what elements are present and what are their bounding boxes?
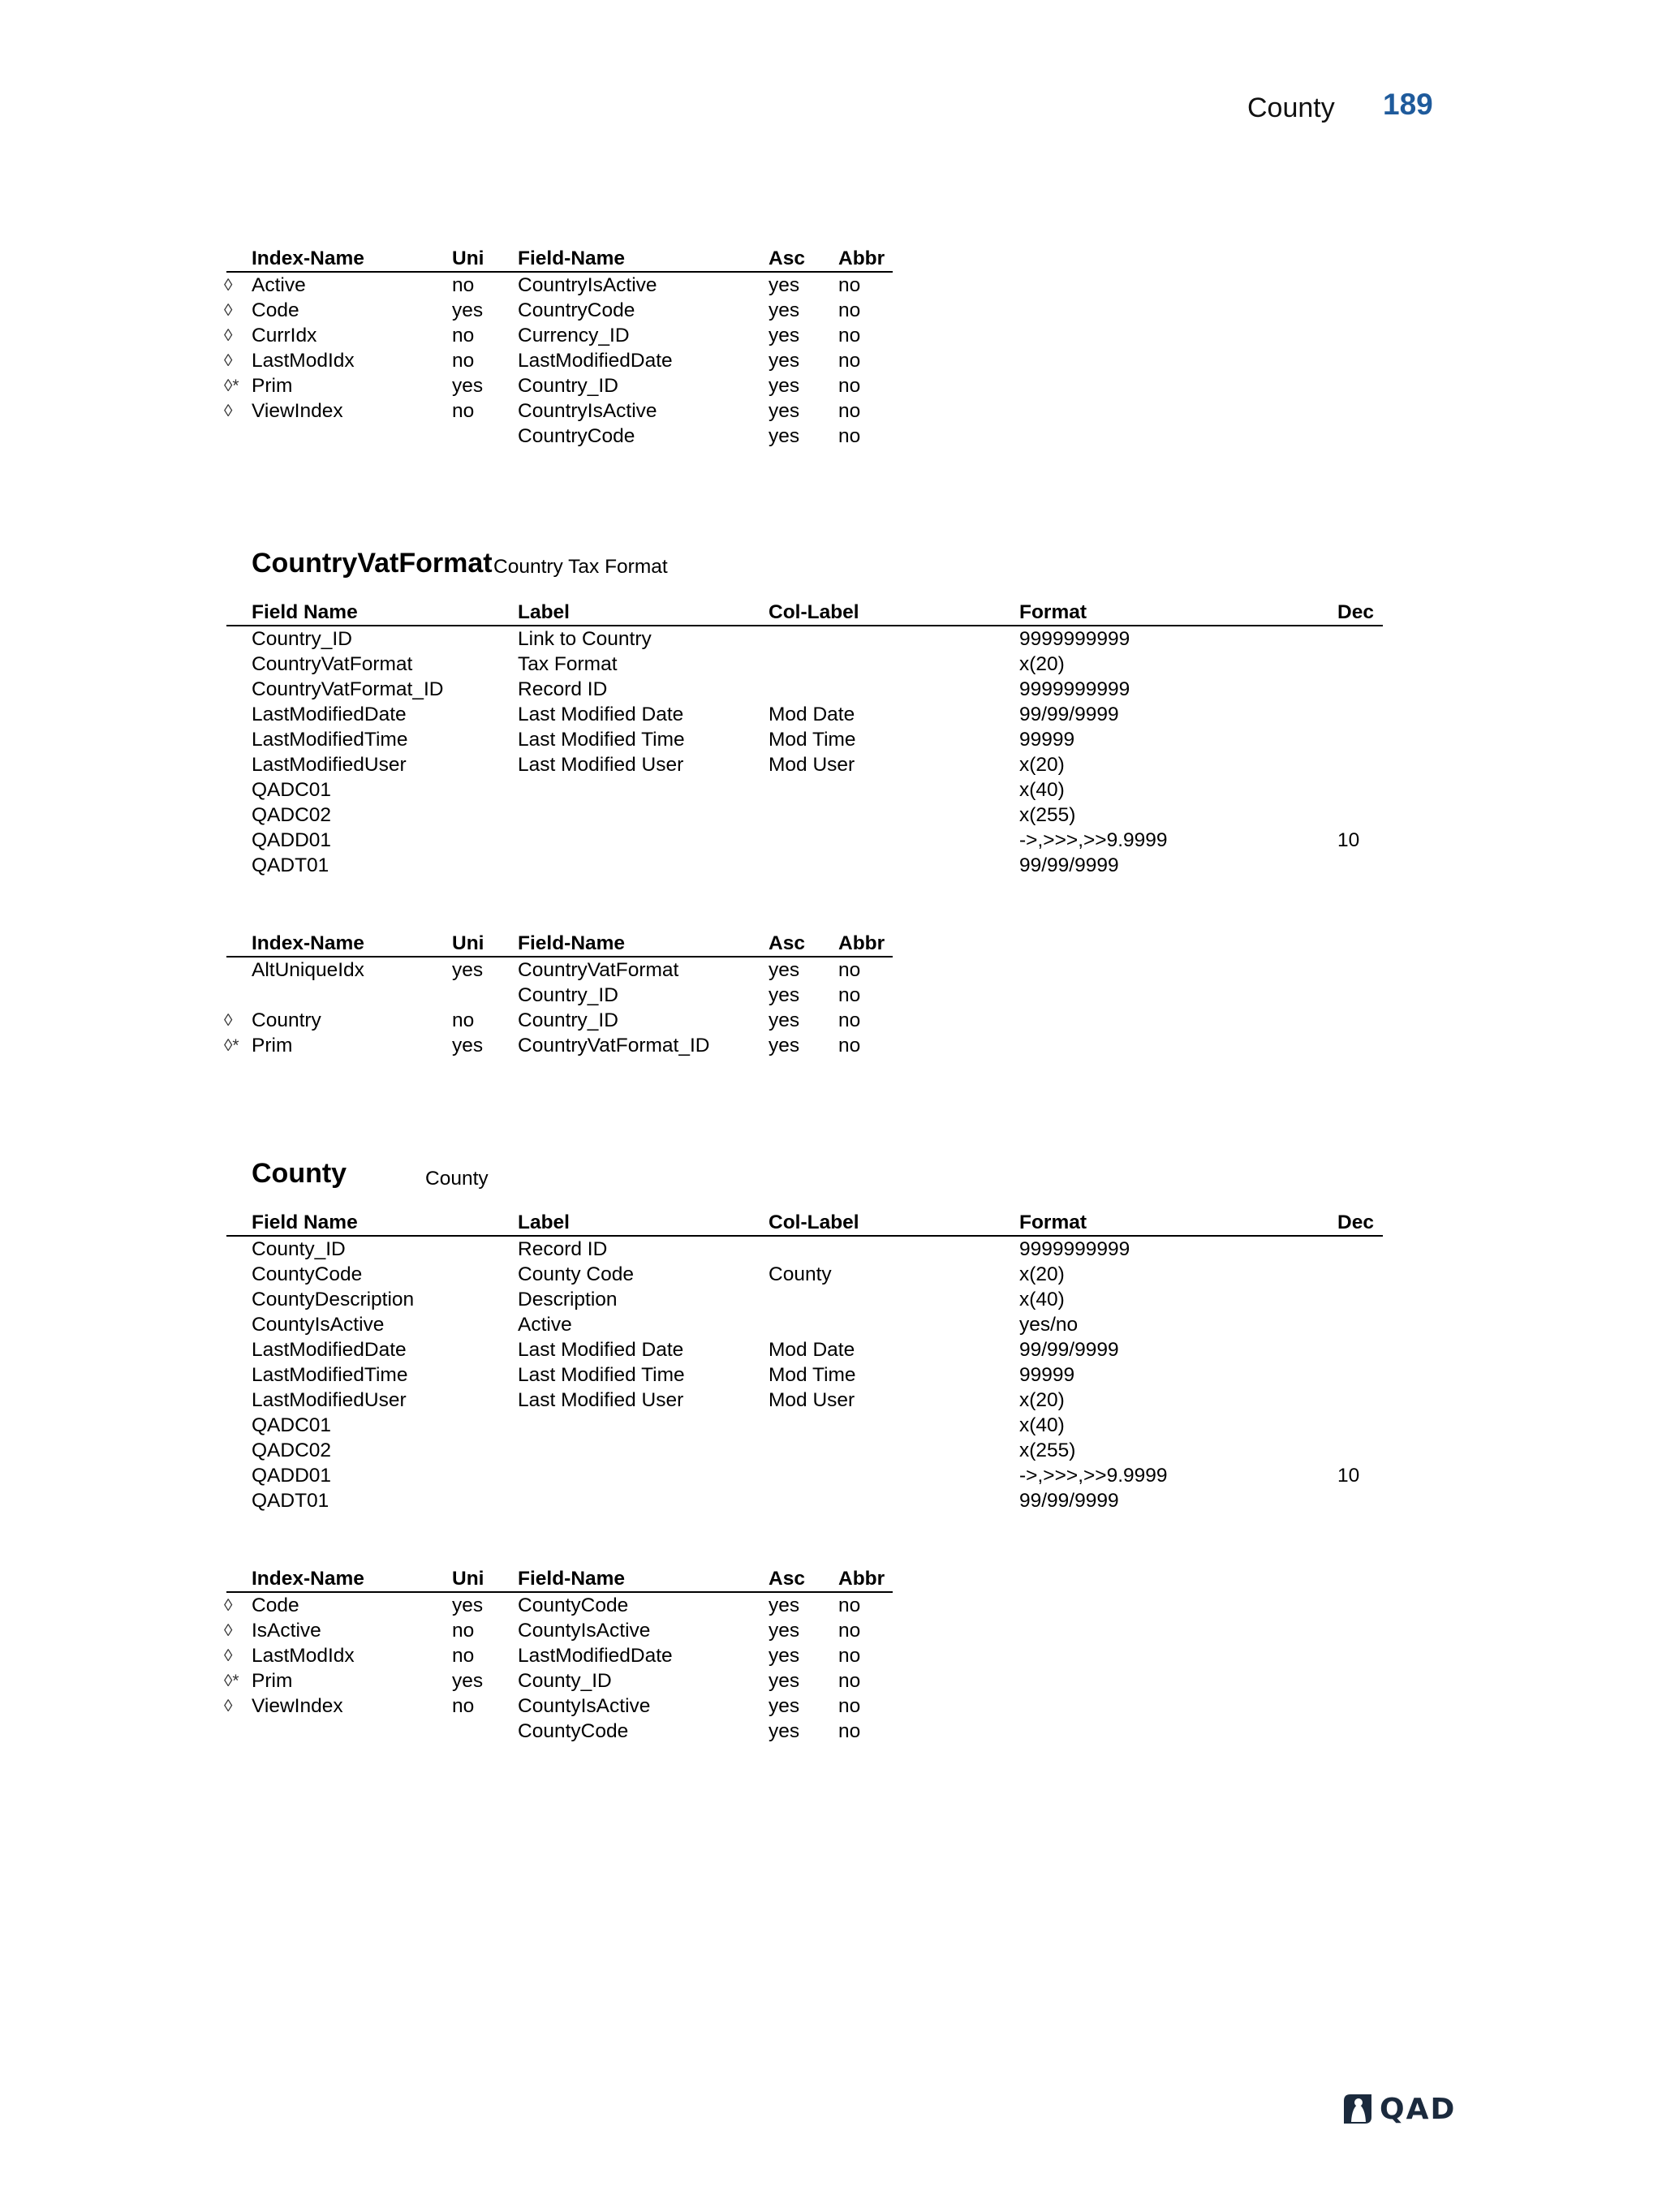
index-marker: ◊: [224, 1697, 233, 1715]
column-header: Field Name: [252, 1211, 358, 1233]
unique-flag: no: [452, 350, 475, 372]
index-marker: ◊: [224, 1621, 233, 1640]
column-header: Uni: [452, 247, 484, 269]
field-format: yes/no: [1019, 1314, 1079, 1336]
index-marker: ◊: [224, 402, 233, 420]
table-row: [252, 626, 1381, 652]
table-row: [252, 1463, 1381, 1488]
abbreviated-flag: no: [838, 1645, 861, 1667]
column-header: Index-Name: [252, 932, 364, 954]
qad-logo-icon: [1341, 2093, 1375, 2125]
qad-logo: [1341, 2091, 1462, 2127]
field-format: x(20): [1019, 754, 1065, 776]
unique-flag: yes: [452, 1594, 484, 1616]
field-format: 9999999999: [1019, 678, 1130, 700]
field-name: CountyIsActive: [518, 1620, 651, 1642]
column-header: Col-Label: [769, 601, 859, 623]
field-name: Currency_ID: [518, 325, 630, 346]
column-header: Uni: [452, 1568, 484, 1590]
abbreviated-flag: no: [838, 1035, 861, 1057]
table-row: [224, 348, 891, 373]
ascending-flag: yes: [769, 1620, 800, 1642]
field-name: LastModifiedDate: [252, 704, 407, 725]
index-marker: ◊: [224, 276, 233, 295]
table-row: [252, 1337, 1381, 1362]
index-name: AltUniqueIdx: [252, 959, 364, 981]
ascending-flag: yes: [769, 325, 800, 346]
table-row: [252, 1438, 1381, 1463]
field-name: LastModifiedUser: [252, 1389, 407, 1411]
field-name: County_ID: [252, 1238, 346, 1260]
countryvatformat-index-table: [224, 931, 891, 1058]
page-header: [0, 88, 1662, 136]
field-format: x(40): [1019, 1289, 1065, 1310]
field-format: x(40): [1019, 1414, 1065, 1436]
field-label: Last Modified Time: [518, 729, 685, 751]
unique-flag: yes: [452, 959, 484, 981]
table-row: [252, 1388, 1381, 1413]
table-row: [252, 1262, 1381, 1287]
abbreviated-flag: no: [838, 1670, 861, 1692]
abbreviated-flag: no: [838, 1009, 861, 1031]
ascending-flag: yes: [769, 1720, 800, 1742]
field-label: County Code: [518, 1263, 635, 1285]
field-label: Last Modified User: [518, 754, 684, 776]
index-marker: ◊: [224, 351, 233, 370]
column-header: Asc: [769, 932, 805, 954]
field-label: Last Modified Date: [518, 1339, 684, 1361]
unique-flag: no: [452, 274, 475, 296]
table-header-row: [226, 600, 1383, 626]
index-marker: ◊: [224, 1646, 233, 1665]
field-label: Last Modified Time: [518, 1364, 685, 1386]
column-label: Mod User: [769, 754, 855, 776]
column-label: Mod User: [769, 1389, 855, 1411]
index-name: ViewIndex: [252, 1695, 343, 1717]
field-name: CountryVatFormat_ID: [252, 678, 444, 700]
unique-flag: yes: [452, 299, 484, 321]
table-row: [224, 1668, 891, 1693]
field-label: Link to Country: [518, 628, 652, 650]
abbreviated-flag: no: [838, 325, 861, 346]
field-name: Country_ID: [518, 375, 618, 397]
column-header: Field-Name: [518, 932, 626, 954]
column-label: Mod Date: [769, 1339, 855, 1361]
countryvatformat-field-table: [252, 600, 1381, 878]
table-row: [252, 1413, 1381, 1438]
column-header: Format: [1019, 1211, 1087, 1233]
table-row: [252, 652, 1381, 677]
table-name: County: [252, 1158, 347, 1189]
column-header: Field Name: [252, 601, 358, 623]
field-name: LastModifiedDate: [518, 1645, 673, 1667]
field-name: Country_ID: [252, 628, 352, 650]
field-name: CountyCode: [518, 1720, 629, 1742]
column-header: Uni: [452, 932, 484, 954]
ascending-flag: yes: [769, 1645, 800, 1667]
table-row: [252, 1237, 1381, 1262]
field-name: Country_ID: [518, 984, 618, 1006]
field-format: 99/99/9999: [1019, 854, 1119, 876]
table-header-row: [226, 1210, 1383, 1237]
column-header: Label: [518, 601, 570, 623]
abbreviated-flag: no: [838, 425, 861, 447]
field-name: CountryIsActive: [518, 400, 657, 422]
field-format: ->,>>>,>>9.9999: [1019, 1465, 1168, 1487]
unique-flag: yes: [452, 1035, 484, 1057]
index-name: Code: [252, 1594, 299, 1616]
column-header: Dec: [1337, 601, 1374, 623]
index-name: Prim: [252, 1670, 293, 1692]
ascending-flag: yes: [769, 1594, 800, 1616]
field-label: Record ID: [518, 678, 608, 700]
index-marker: ◊: [224, 1011, 233, 1030]
abbreviated-flag: no: [838, 1620, 861, 1642]
index-marker: ◊*: [224, 1672, 239, 1690]
table-row: [252, 828, 1381, 853]
field-name: LastModifiedUser: [252, 754, 407, 776]
field-format: x(255): [1019, 804, 1076, 826]
table-row: [224, 273, 891, 298]
table-row: [224, 298, 891, 323]
field-name: CountyCode: [518, 1594, 629, 1616]
table-row: [252, 853, 1381, 878]
decimals: 10: [1337, 1465, 1360, 1487]
column-header: Label: [518, 1211, 570, 1233]
field-format: 9999999999: [1019, 1238, 1130, 1260]
table-row: [252, 1312, 1381, 1337]
field-name: County_ID: [518, 1670, 612, 1692]
index-name: Country: [252, 1009, 321, 1031]
field-name: CountyIsActive: [518, 1695, 651, 1717]
field-label: Last Modified Date: [518, 704, 684, 725]
index-name: LastModIdx: [252, 1645, 355, 1667]
table-row: [252, 1362, 1381, 1388]
column-header: Field-Name: [518, 247, 626, 269]
abbreviated-flag: no: [838, 375, 861, 397]
county-index-table: [224, 1566, 891, 1744]
table-row: [252, 1719, 891, 1744]
table-row: [252, 1488, 1381, 1513]
field-format: 99/99/9999: [1019, 1490, 1119, 1512]
table-row: [252, 1287, 1381, 1312]
field-name: QADT01: [252, 854, 329, 876]
table-row: [252, 803, 1381, 828]
field-format: x(20): [1019, 1263, 1065, 1285]
table-row: [224, 1643, 891, 1668]
field-name: LastModifiedTime: [252, 1364, 408, 1386]
abbreviated-flag: no: [838, 959, 861, 981]
index-name: ViewIndex: [252, 400, 343, 422]
table-row: [224, 1033, 891, 1058]
field-format: 9999999999: [1019, 628, 1130, 650]
unique-flag: no: [452, 1695, 475, 1717]
column-header: Asc: [769, 1568, 805, 1590]
ascending-flag: yes: [769, 1035, 800, 1057]
column-header: Index-Name: [252, 1568, 364, 1590]
field-name: LastModifiedTime: [252, 729, 408, 751]
table-row: [252, 424, 891, 449]
table-row: [224, 373, 891, 398]
field-name: QADC01: [252, 1414, 332, 1436]
table-row: [252, 752, 1381, 777]
qad-logo-wordmark: QAD: [1380, 2093, 1457, 2126]
index-name: Active: [252, 274, 306, 296]
unique-flag: yes: [452, 1670, 484, 1692]
column-label: Mod Date: [769, 704, 855, 725]
field-name: QADD01: [252, 1465, 332, 1487]
field-label: Description: [518, 1289, 618, 1310]
column-header: Dec: [1337, 1211, 1374, 1233]
table-description: County: [425, 1168, 489, 1190]
field-format: x(255): [1019, 1440, 1076, 1461]
field-name: QADC02: [252, 804, 332, 826]
table-row: [224, 1693, 891, 1719]
table-row: [252, 702, 1381, 727]
field-name: LastModifiedDate: [252, 1339, 407, 1361]
table-header-row: [226, 246, 893, 273]
field-name: QADD01: [252, 829, 332, 851]
index-marker: ◊*: [224, 1036, 239, 1055]
table-row: [224, 323, 891, 348]
county-field-table: [252, 1210, 1381, 1513]
index-marker: ◊: [224, 1596, 233, 1615]
field-name: CountryVatFormat: [518, 959, 679, 981]
abbreviated-flag: no: [838, 1594, 861, 1616]
field-name: CountryVatFormat_ID: [518, 1035, 710, 1057]
field-name: CountryVatFormat: [252, 653, 413, 675]
field-label: Active: [518, 1314, 572, 1336]
column-header: Abbr: [838, 932, 885, 954]
index-name: CurrIdx: [252, 325, 317, 346]
field-name: LastModifiedDate: [518, 350, 673, 372]
table-row: [224, 1008, 891, 1033]
ascending-flag: yes: [769, 1670, 800, 1692]
index-name: Prim: [252, 1035, 293, 1057]
abbreviated-flag: no: [838, 984, 861, 1006]
table-row: [252, 677, 1381, 702]
column-header: Index-Name: [252, 247, 364, 269]
country-index-table: [224, 246, 891, 449]
unique-flag: yes: [452, 375, 484, 397]
index-marker: ◊*: [224, 377, 239, 395]
table-description: Country Tax Format: [493, 556, 668, 578]
column-header: Asc: [769, 247, 805, 269]
field-name: CountryIsActive: [518, 274, 657, 296]
index-name: LastModIdx: [252, 350, 355, 372]
unique-flag: no: [452, 1009, 475, 1031]
abbreviated-flag: no: [838, 400, 861, 422]
table-name: CountryVatFormat: [252, 548, 493, 579]
ascending-flag: yes: [769, 375, 800, 397]
abbreviated-flag: no: [838, 1720, 861, 1742]
index-marker: ◊: [224, 326, 233, 345]
field-label: Tax Format: [518, 653, 618, 675]
field-name: CountryCode: [518, 299, 635, 321]
field-format: 99999: [1019, 729, 1075, 751]
abbreviated-flag: no: [838, 1695, 861, 1717]
table-header-row: [226, 1566, 893, 1593]
table-row: [252, 983, 891, 1008]
decimals: 10: [1337, 829, 1360, 851]
field-format: ->,>>>,>>9.9999: [1019, 829, 1168, 851]
field-format: 99/99/9999: [1019, 1339, 1119, 1361]
table-row: [252, 958, 891, 983]
table-header-row: [226, 931, 893, 958]
field-name: QADC01: [252, 779, 332, 801]
table-row: [252, 777, 1381, 803]
field-name: CountyIsActive: [252, 1314, 385, 1336]
field-format: x(20): [1019, 653, 1065, 675]
page-number: 189: [1383, 88, 1433, 121]
column-header: Col-Label: [769, 1211, 859, 1233]
field-label: Last Modified User: [518, 1389, 684, 1411]
field-name: CountyCode: [252, 1263, 363, 1285]
column-label: County: [769, 1263, 832, 1285]
column-header: Field-Name: [518, 1568, 626, 1590]
index-marker: ◊: [224, 301, 233, 320]
unique-flag: no: [452, 400, 475, 422]
index-name: Prim: [252, 375, 293, 397]
column-label: Mod Time: [769, 1364, 856, 1386]
unique-flag: no: [452, 325, 475, 346]
column-header: Abbr: [838, 1568, 885, 1590]
field-name: QADT01: [252, 1490, 329, 1512]
column-label: Mod Time: [769, 729, 856, 751]
field-format: 99999: [1019, 1364, 1075, 1386]
unique-flag: no: [452, 1620, 475, 1642]
field-name: CountyDescription: [252, 1289, 415, 1310]
table-row: [252, 727, 1381, 752]
column-header: Format: [1019, 601, 1087, 623]
ascending-flag: yes: [769, 274, 800, 296]
abbreviated-flag: no: [838, 350, 861, 372]
table-row: [224, 398, 891, 424]
ascending-flag: yes: [769, 1009, 800, 1031]
index-name: Code: [252, 299, 299, 321]
table-row: [224, 1593, 891, 1618]
field-name: QADC02: [252, 1440, 332, 1461]
column-header: Abbr: [838, 247, 885, 269]
unique-flag: no: [452, 1645, 475, 1667]
ascending-flag: yes: [769, 350, 800, 372]
field-name: CountryCode: [518, 425, 635, 447]
index-name: IsActive: [252, 1620, 321, 1642]
abbreviated-flag: no: [838, 274, 861, 296]
ascending-flag: yes: [769, 425, 800, 447]
field-name: Country_ID: [518, 1009, 618, 1031]
field-format: 99/99/9999: [1019, 704, 1119, 725]
ascending-flag: yes: [769, 959, 800, 981]
running-header-title: County: [1247, 93, 1335, 123]
field-label: Record ID: [518, 1238, 608, 1260]
table-row: [224, 1618, 891, 1643]
abbreviated-flag: no: [838, 299, 861, 321]
ascending-flag: yes: [769, 299, 800, 321]
field-format: x(20): [1019, 1389, 1065, 1411]
ascending-flag: yes: [769, 984, 800, 1006]
ascending-flag: yes: [769, 400, 800, 422]
field-format: x(40): [1019, 779, 1065, 801]
ascending-flag: yes: [769, 1695, 800, 1717]
